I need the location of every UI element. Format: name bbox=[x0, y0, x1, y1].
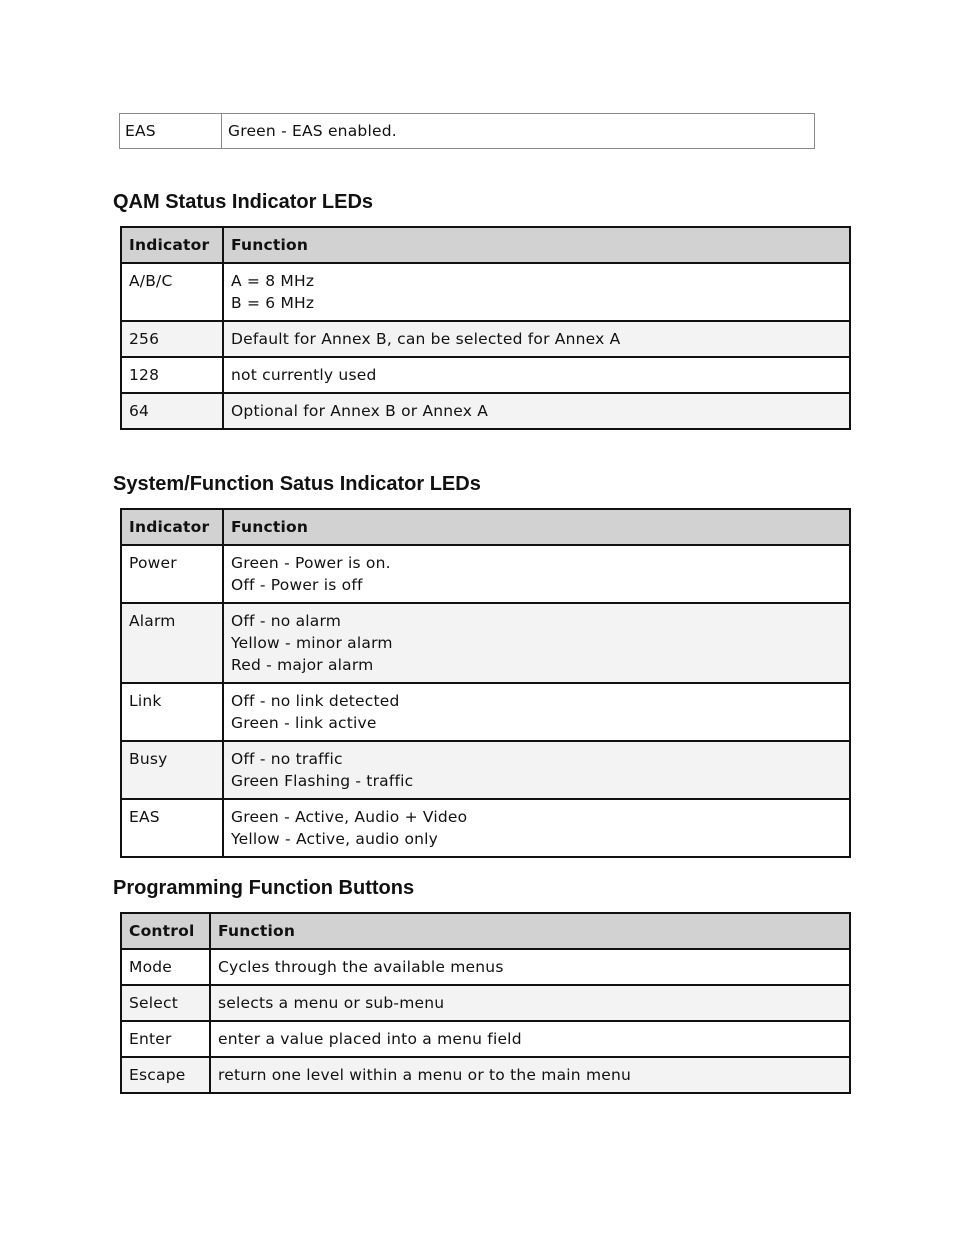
control-cell: Select bbox=[121, 985, 210, 1021]
control-cell: Enter bbox=[121, 1021, 210, 1057]
indicator-cell: EAS bbox=[120, 114, 222, 149]
table-row bbox=[121, 603, 850, 683]
table-row bbox=[121, 1021, 850, 1057]
table-row bbox=[121, 263, 850, 321]
function-cell bbox=[223, 603, 850, 683]
eas-continuation-table bbox=[119, 113, 815, 149]
indicator-cell: Busy bbox=[121, 741, 223, 799]
table-row bbox=[121, 321, 850, 357]
function-cell bbox=[223, 741, 850, 799]
indicator-cell: Alarm bbox=[121, 603, 223, 683]
table-row bbox=[121, 357, 850, 393]
function-line: Red - major alarm bbox=[231, 656, 374, 674]
table-row bbox=[121, 799, 850, 857]
function-cell: Optional for Annex B or Annex A bbox=[223, 393, 850, 429]
table-row bbox=[121, 949, 850, 985]
table-row bbox=[121, 985, 850, 1021]
function-line: Off - no link detected bbox=[231, 692, 400, 710]
table-row bbox=[120, 114, 815, 149]
function-cell bbox=[223, 683, 850, 741]
column-header-function: Function bbox=[210, 913, 850, 949]
function-line: Green - link active bbox=[231, 714, 377, 732]
table-row bbox=[121, 1057, 850, 1093]
function-line: A = 8 MHz bbox=[231, 272, 315, 290]
column-header-indicator: Indicator bbox=[121, 509, 223, 545]
control-cell: Mode bbox=[121, 949, 210, 985]
column-header-function: Function bbox=[223, 509, 850, 545]
table-header-row bbox=[121, 509, 850, 545]
programming-buttons-table bbox=[120, 912, 851, 1094]
section-title-programming-buttons: Programming Function Buttons bbox=[113, 877, 415, 899]
function-cell: Green - EAS enabled. bbox=[222, 114, 815, 149]
table-row bbox=[121, 545, 850, 603]
table-row bbox=[121, 741, 850, 799]
function-cell: Cycles through the available menus bbox=[210, 949, 850, 985]
indicator-cell: 64 bbox=[121, 393, 223, 429]
function-cell bbox=[223, 263, 850, 321]
function-line: Yellow - Active, audio only bbox=[231, 830, 439, 848]
indicator-cell: EAS bbox=[121, 799, 223, 857]
section-title-system-function-status: System/Function Satus Indicator LEDs bbox=[113, 473, 481, 495]
indicator-cell: Link bbox=[121, 683, 223, 741]
system-status-table bbox=[120, 508, 851, 858]
qam-status-table bbox=[120, 226, 851, 430]
function-line: Off - no alarm bbox=[231, 612, 342, 630]
function-line: B = 6 MHz bbox=[231, 294, 315, 312]
function-line: Green - Power is on. bbox=[231, 554, 391, 572]
table-header-row bbox=[121, 227, 850, 263]
function-line: Off - Power is off bbox=[231, 576, 363, 594]
function-line: Off - no traffic bbox=[231, 750, 343, 768]
indicator-cell: 128 bbox=[121, 357, 223, 393]
section-title-qam-status: QAM Status Indicator LEDs bbox=[113, 191, 374, 213]
indicator-cell: Power bbox=[121, 545, 223, 603]
function-line: Yellow - minor alarm bbox=[231, 634, 393, 652]
column-header-function: Function bbox=[223, 227, 850, 263]
column-header-indicator: Indicator bbox=[121, 227, 223, 263]
function-line: Green - Active, Audio + Video bbox=[231, 808, 468, 826]
indicator-cell: 256 bbox=[121, 321, 223, 357]
table-row bbox=[121, 393, 850, 429]
function-cell: selects a menu or sub-menu bbox=[210, 985, 850, 1021]
table-row bbox=[121, 683, 850, 741]
control-cell: Escape bbox=[121, 1057, 210, 1093]
function-cell: Default for Annex B, can be selected for Annex A bbox=[223, 321, 850, 357]
function-cell: enter a value placed into a menu field bbox=[210, 1021, 850, 1057]
table-header-row bbox=[121, 913, 850, 949]
function-cell bbox=[223, 799, 850, 857]
function-cell: not currently used bbox=[223, 357, 850, 393]
function-line: Green Flashing - traffic bbox=[231, 772, 414, 790]
function-cell: return one level within a menu or to the main menu bbox=[210, 1057, 850, 1093]
function-cell bbox=[223, 545, 850, 603]
column-header-control: Control bbox=[121, 913, 210, 949]
indicator-cell: A/B/C bbox=[121, 263, 223, 321]
